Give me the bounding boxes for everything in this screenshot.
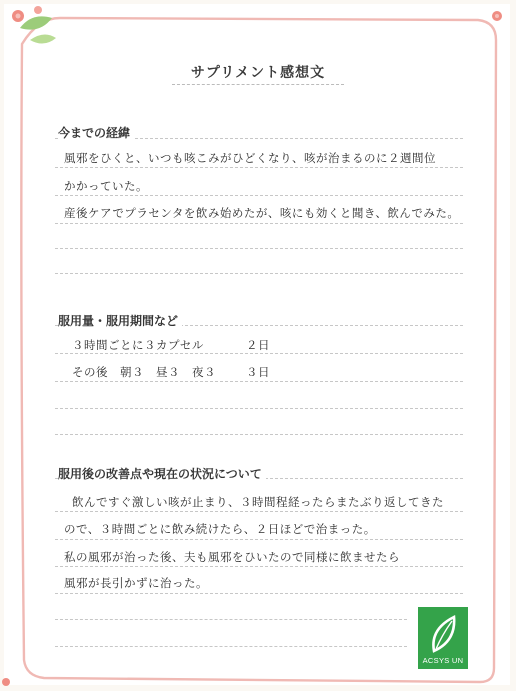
ruled-line bbox=[55, 593, 463, 594]
title-underline bbox=[172, 84, 344, 85]
section-heading-improvement: 服用後の改善点や現在の状況について bbox=[58, 465, 266, 482]
dosage-row-1-label: ３時間ごとに３カプセル bbox=[72, 338, 204, 352]
ruled-line bbox=[55, 566, 463, 567]
ruled-line bbox=[55, 195, 463, 196]
ruled-line bbox=[55, 408, 463, 409]
dosage-row-2-label: その後 朝３ 昼３ 夜３ bbox=[72, 365, 216, 379]
flower-icon bbox=[492, 11, 502, 21]
ruled-line bbox=[55, 646, 407, 647]
history-line-3: 産後ケアでプラセンタを飲み始めたが、咳にも効くと聞き、飲んでみた。 bbox=[64, 206, 460, 220]
ruled-line bbox=[55, 223, 463, 224]
ruled-line bbox=[55, 539, 463, 540]
history-line-2: かかっていた。 bbox=[64, 179, 148, 193]
history-line-1: 風邪をひくと、いつも咳こみがひどくなり、咳が治まるのに２週間位 bbox=[64, 151, 436, 165]
dosage-row-2-period: ３日 bbox=[246, 365, 270, 379]
ruled-line bbox=[55, 619, 407, 620]
ruled-line bbox=[55, 248, 463, 249]
improvement-line-1: 飲んですぐ激しい咳が止まり、３時間程経ったらまたぶり返してきた bbox=[72, 495, 444, 509]
ruled-line bbox=[55, 167, 463, 168]
flower-leaf-icon bbox=[12, 6, 56, 44]
ruled-line bbox=[55, 381, 463, 382]
page-title: サプリメント感想文 bbox=[190, 65, 326, 81]
improvement-line-3: 私の風邪が治った後、夫も風邪をひいたので同様に飲ませたら bbox=[64, 550, 400, 564]
ruled-line bbox=[55, 511, 463, 512]
logo-text: ACSYS UN bbox=[422, 656, 464, 665]
acsys-logo bbox=[418, 607, 468, 669]
section-heading-history: 今までの経緯 bbox=[58, 124, 134, 141]
ruled-line bbox=[55, 273, 463, 274]
leaf-icon bbox=[418, 611, 468, 657]
ruled-line bbox=[55, 434, 463, 435]
ruled-line bbox=[55, 353, 463, 354]
improvement-line-4: 風邪が長引かずに治った。 bbox=[64, 576, 208, 590]
flower-icon bbox=[2, 678, 10, 686]
improvement-line-2: ので、３時間ごとに飲み続けたら、２日ほどで治まった。 bbox=[64, 522, 376, 536]
section-heading-dosage: 服用量・服用期間など bbox=[58, 312, 182, 329]
dosage-row-1-period: ２日 bbox=[246, 338, 270, 352]
